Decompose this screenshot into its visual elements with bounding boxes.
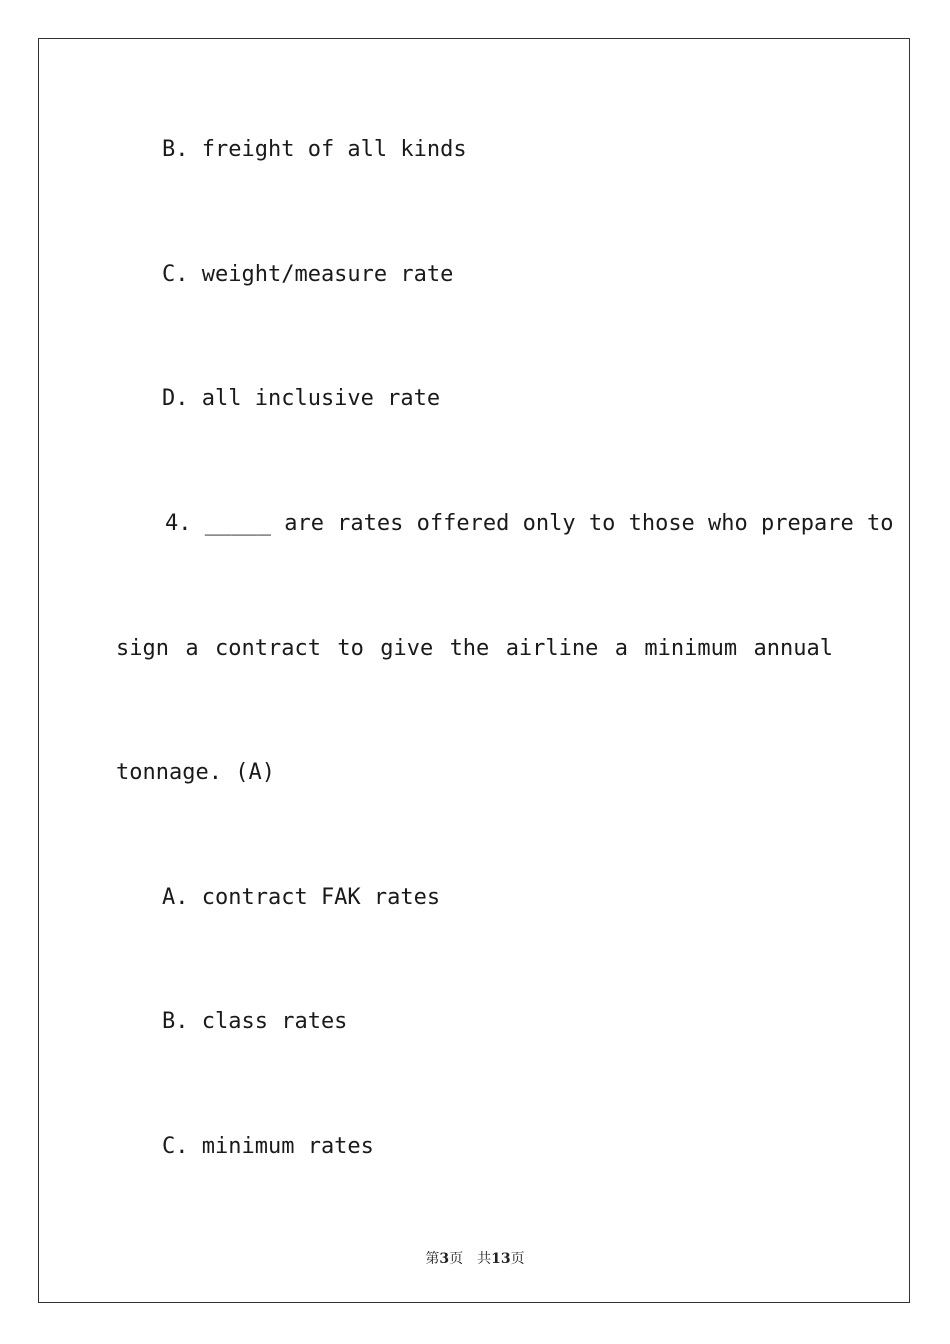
question-4-line-1: 4. _____ are rates offered only to those who prepare to: [165, 511, 894, 536]
footer-suffix: 页: [510, 1251, 525, 1267]
word: sign: [116, 636, 169, 661]
word: a: [614, 636, 629, 661]
word: give: [380, 636, 434, 661]
word: a: [185, 636, 199, 661]
option-b-freight-of-all-kinds: B. freight of all kinds: [162, 137, 467, 162]
option-c-minimum-rates: C. minimum rates: [162, 1134, 374, 1159]
word: airline: [505, 636, 599, 661]
page-border: [38, 38, 910, 1303]
footer-page-number: 3: [439, 1251, 450, 1267]
option-b-class-rates: B. class rates: [162, 1009, 348, 1034]
footer-total-pages: 13: [491, 1251, 511, 1267]
footer-prefix: 第: [425, 1251, 440, 1267]
question-4-line-2: [116, 636, 833, 662]
question-4-line-3: tonnage. (A): [116, 760, 275, 785]
footer-mid: 页 共: [449, 1251, 492, 1267]
page-footer: [0, 1248, 950, 1268]
option-a-contract-fak-rates: A. contract FAK rates: [162, 885, 441, 910]
word: to: [337, 636, 364, 661]
word: annual: [753, 636, 833, 661]
word: minimum: [644, 636, 738, 661]
word: contract: [214, 636, 321, 661]
word: the: [449, 636, 490, 661]
option-d-all-inclusive-rate: D. all inclusive rate: [162, 386, 441, 411]
option-c-weight-measure-rate: C. weight/measure rate: [162, 262, 454, 287]
